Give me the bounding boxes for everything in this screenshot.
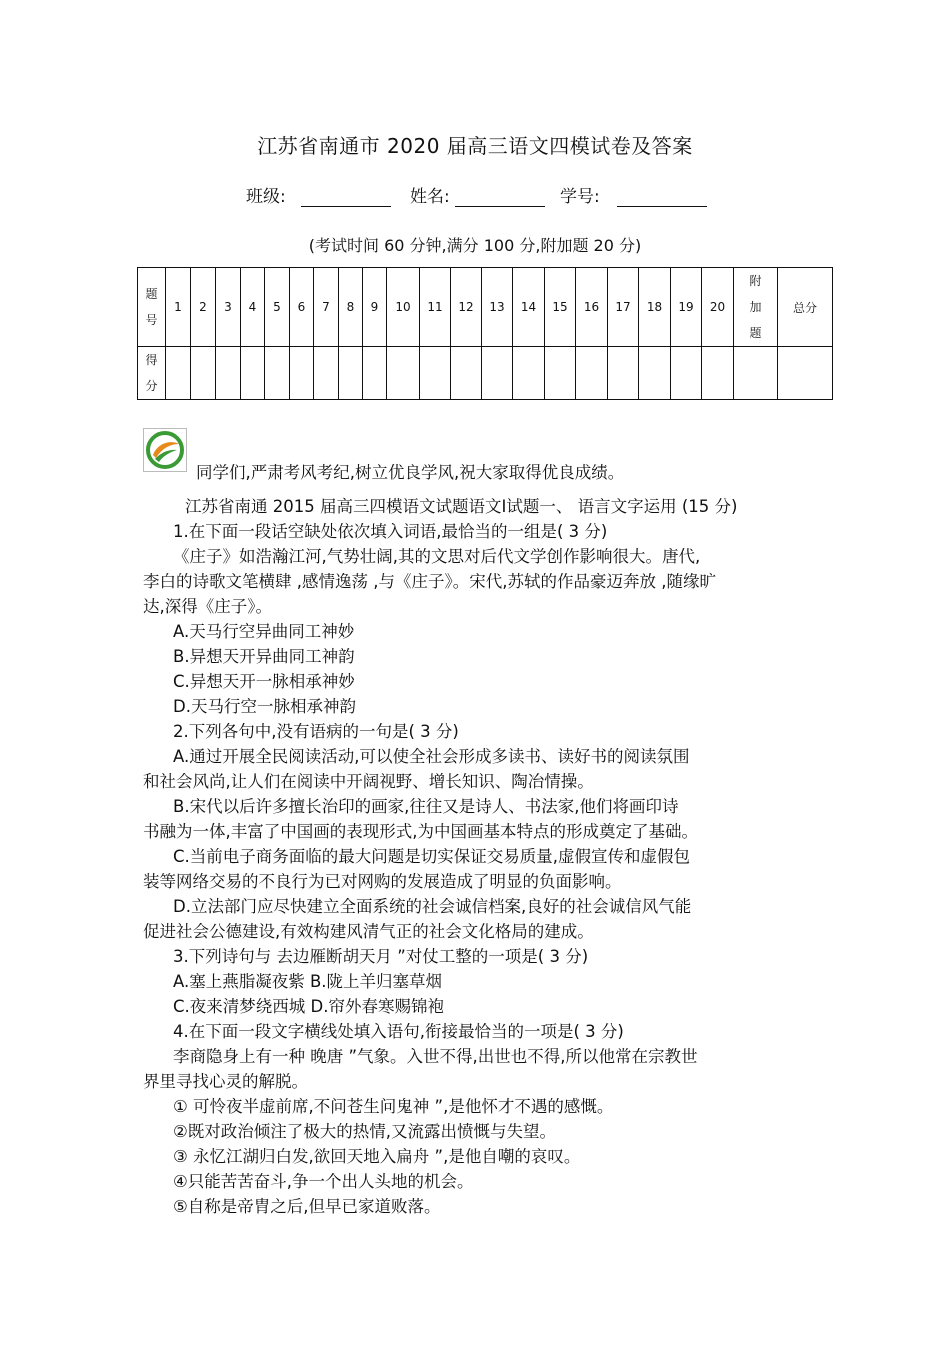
question-3: 3.下列诗句与 去边雁断胡天月 ”对仗工整的一项是( 3 分) bbox=[173, 947, 589, 966]
exam-info: (考试时间 60 分钟,满分 100 分,附加题 20 分) bbox=[308, 236, 642, 255]
option-c: C.异想天开一脉相承神妙 bbox=[173, 672, 355, 691]
options-cd: C.夜来清梦绕西城 D.帘外春寒赐锦袍 bbox=[173, 997, 444, 1016]
score-table bbox=[137, 267, 833, 400]
question-number-cell: 11 bbox=[420, 268, 451, 347]
statement-5: ⑤自称是帝胄之后,但早已家道败落。 bbox=[173, 1197, 441, 1216]
section-heading: 江苏省南通 2015 届高三四模语文试题语文Ⅰ试题一、 语言文字运用 (15 分) bbox=[185, 497, 738, 516]
statement-2: ②既对政治倾注了极大的热情,又流露出愤慨与失望。 bbox=[173, 1122, 557, 1141]
option-a: A.通过开展全民阅读活动,可以使全社会形成多读书、读好书的阅读氛围 bbox=[173, 747, 690, 766]
score-cell[interactable] bbox=[608, 347, 639, 400]
option-a: A.天马行空异曲同工神妙 bbox=[173, 622, 355, 641]
question-number-cell: 3 bbox=[216, 268, 241, 347]
number-field bbox=[560, 182, 707, 207]
number-blank bbox=[617, 190, 707, 207]
score-cell[interactable] bbox=[545, 347, 576, 400]
score-cell[interactable] bbox=[290, 347, 314, 400]
question-number-cell: 4 bbox=[241, 268, 265, 347]
paragraph-line: 书融为一体,丰富了中国画的表现形式,为中国画基本特点的形成奠定了基础。 bbox=[143, 822, 698, 841]
paragraph-line: 界里寻找心灵的解脱。 bbox=[143, 1072, 308, 1091]
score-cell[interactable] bbox=[216, 347, 241, 400]
question-4: 4.在下面一段文字横线处填入语句,衔接最恰当的一项是( 3 分) bbox=[173, 1022, 624, 1041]
class-blank bbox=[301, 190, 391, 207]
question-number-cell: 7 bbox=[314, 268, 339, 347]
class-field bbox=[246, 182, 391, 207]
option-b: B.宋代以后许多擅长治印的画家,往往又是诗人、书法家,他们将画印诗 bbox=[173, 797, 679, 816]
question-1: 1.在下面一段话空缺处依次填入词语,最恰当的一组是( 3 分) bbox=[173, 522, 608, 541]
score-cell[interactable] bbox=[702, 347, 734, 400]
score-cell[interactable] bbox=[339, 347, 363, 400]
statement-3: ③ 永忆江湖归白发,欲回天地入扁舟 ”,是他自嘲的哀叹。 bbox=[173, 1147, 581, 1166]
question-number-cell: 10 bbox=[387, 268, 420, 347]
score-cell[interactable] bbox=[314, 347, 339, 400]
school-logo-icon bbox=[143, 428, 187, 472]
paragraph-line: 李商隐身上有一种 晚唐 ”气象。入世不得,出世也不得,所以他常在宗教世 bbox=[173, 1047, 698, 1066]
name-blank bbox=[455, 190, 545, 207]
class-label: 班级: bbox=[246, 187, 286, 207]
question-number-cell: 1 bbox=[166, 268, 191, 347]
score-cell[interactable] bbox=[513, 347, 545, 400]
score-cell[interactable] bbox=[420, 347, 451, 400]
question-number-cell: 8 bbox=[339, 268, 363, 347]
score-cell[interactable] bbox=[639, 347, 671, 400]
question-number-label: 题 号 bbox=[138, 268, 166, 347]
table-header-row bbox=[138, 268, 833, 347]
statement-1: ① 可怜夜半虚前席,不问苍生问鬼神 ”,是他怀才不遇的感慨。 bbox=[173, 1097, 614, 1116]
statement-4: ④只能苦苦奋斗,争一个出人头地的机会。 bbox=[173, 1172, 474, 1191]
score-label: 得 分 bbox=[138, 347, 166, 400]
option-d: D.天马行空一脉相承神韵 bbox=[173, 697, 356, 716]
document-title: 江苏省南通市 2020 届高三语文四模试卷及答案 bbox=[257, 134, 693, 158]
paragraph-line: 促进社会公德建设,有效构建风清气正的社会文化格局的建成。 bbox=[143, 922, 594, 941]
score-cell[interactable] bbox=[482, 347, 513, 400]
question-number-cell: 13 bbox=[482, 268, 513, 347]
question-number-cell: 12 bbox=[451, 268, 482, 347]
paragraph-line: 李白的诗歌文笔横肆 ,感情逸荡 ,与《庄子》。宋代,苏轼的作品豪迈奔放 ,随缘旷 bbox=[143, 572, 716, 591]
total-score-label: 总分 bbox=[778, 268, 833, 347]
question-2: 2.下列各句中,没有语病的一句是( 3 分) bbox=[173, 722, 459, 741]
question-number-cell: 5 bbox=[265, 268, 290, 347]
question-number-cell: 19 bbox=[671, 268, 702, 347]
question-number-cell: 6 bbox=[290, 268, 314, 347]
question-number-cell: 20 bbox=[702, 268, 734, 347]
name-field bbox=[410, 182, 545, 207]
paragraph-line: 达,深得《庄子》。 bbox=[143, 597, 272, 616]
score-cell[interactable] bbox=[387, 347, 420, 400]
score-cell[interactable] bbox=[363, 347, 387, 400]
options-ab: A.塞上燕脂凝夜紫 B.陇上羊归塞草烟 bbox=[173, 972, 443, 991]
question-number-cell: 2 bbox=[191, 268, 216, 347]
score-cell[interactable] bbox=[576, 347, 608, 400]
question-number-cell: 14 bbox=[513, 268, 545, 347]
table-score-row bbox=[138, 347, 833, 400]
score-cell[interactable] bbox=[451, 347, 482, 400]
name-label: 姓名: bbox=[410, 187, 450, 207]
score-cell[interactable] bbox=[265, 347, 290, 400]
paragraph-line: 《庄子》如浩瀚江河,气势壮阔,其的文思对后代文学创作影响很大。唐代, bbox=[173, 547, 701, 566]
score-cell[interactable] bbox=[671, 347, 702, 400]
question-number-cell: 16 bbox=[576, 268, 608, 347]
option-c: C.当前电子商务面临的最大问题是切实保证交易质量,虚假宣传和虚假包 bbox=[173, 847, 691, 866]
question-number-cell: 9 bbox=[363, 268, 387, 347]
question-number-cell: 18 bbox=[639, 268, 671, 347]
score-cell[interactable] bbox=[191, 347, 216, 400]
score-cell[interactable] bbox=[241, 347, 265, 400]
score-cell[interactable] bbox=[166, 347, 191, 400]
greeting-text: 同学们,严肃考风考纪,树立优良学风,祝大家取得优良成绩。 bbox=[196, 463, 625, 482]
question-number-cell: 17 bbox=[608, 268, 639, 347]
option-b: B.异想天开异曲同工神韵 bbox=[173, 647, 355, 666]
paragraph-line: 和社会风尚,让人们在阅读中开阔视野、增长知识、陶冶情操。 bbox=[143, 772, 594, 791]
option-d: D.立法部门应尽快建立全面系统的社会诚信档案,良好的社会诚信风气能 bbox=[173, 897, 692, 916]
question-number-cell: 15 bbox=[545, 268, 576, 347]
extra-question-label: 附 加 题 bbox=[734, 268, 778, 347]
number-label: 学号: bbox=[560, 187, 600, 207]
score-cell[interactable] bbox=[778, 347, 833, 400]
score-cell[interactable] bbox=[734, 347, 778, 400]
paragraph-line: 装等网络交易的不良行为已对网购的发展造成了明显的负面影响。 bbox=[143, 872, 622, 891]
